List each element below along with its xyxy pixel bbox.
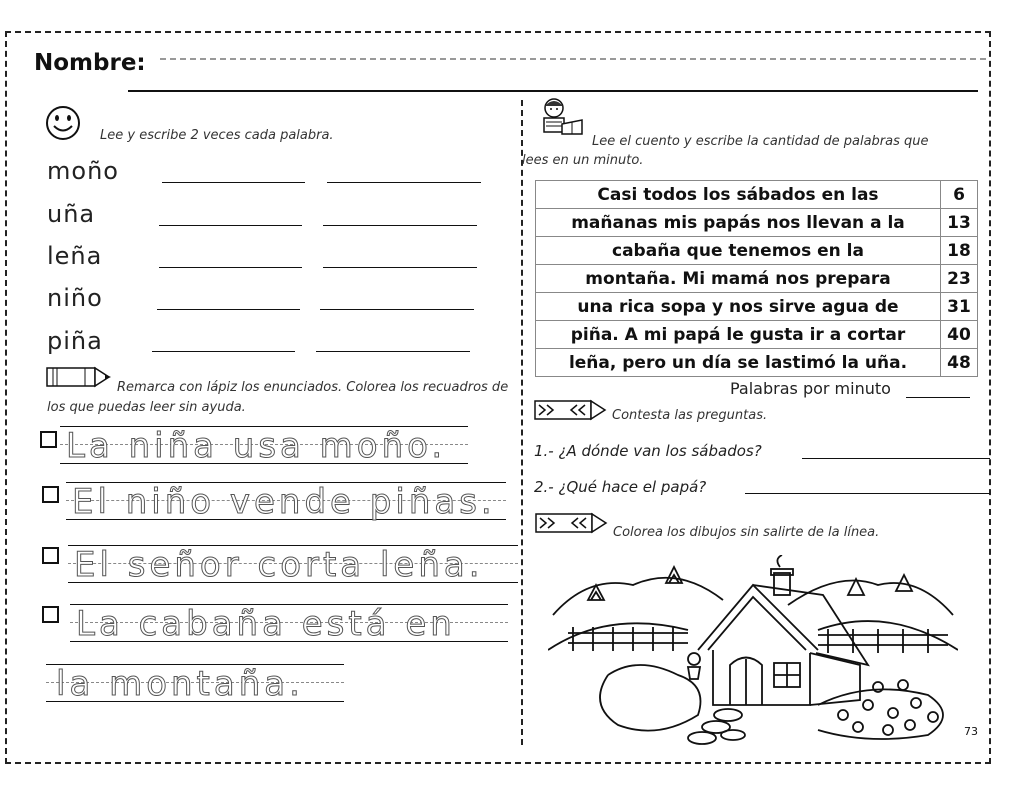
trace-sentence-row[interactable] (68, 545, 518, 583)
page-number: 73 (964, 725, 978, 738)
column-divider (521, 100, 523, 745)
instruction-read-story: Lee el cuento y escribe la cantidad de palabras que lees en un minuto. (522, 134, 929, 168)
trace-sentence-row[interactable] (60, 426, 468, 464)
story-row (536, 181, 978, 209)
story-row (536, 265, 978, 293)
word-count: 48 (941, 349, 978, 377)
instruction-trace: Remarca con lápiz los enunciados. Colorea los recuadros de los que puedas leer sin ayuda. (47, 380, 509, 415)
read-checkbox[interactable] (42, 547, 59, 564)
story-line: Casi todos los sábados en las (536, 181, 941, 209)
writing-line[interactable] (152, 351, 295, 352)
word-item: leña (47, 242, 103, 270)
instruction-color: Colorea los dibujos sin salirte de la línea. (613, 525, 880, 540)
trace-sentence-row[interactable] (46, 664, 344, 702)
story-row (536, 293, 978, 321)
read-checkbox[interactable] (42, 606, 59, 623)
word-item: piña (47, 327, 103, 355)
story-line: montaña. Mi mamá nos prepara (536, 265, 941, 293)
story-line: piña. A mi papá le gusta ir a cortar (536, 321, 941, 349)
words-per-minute-label: Palabras por minuto (730, 379, 891, 398)
word-count: 40 (941, 321, 978, 349)
writing-line[interactable] (159, 267, 302, 268)
trace-sentence-row[interactable] (70, 604, 508, 642)
story-line: una rica sopa y nos sirve agua de (536, 293, 941, 321)
story-row (536, 209, 978, 237)
story-table (535, 180, 978, 377)
word-count: 18 (941, 237, 978, 265)
instruction-write-words: Lee y escribe 2 veces cada palabra. (100, 128, 334, 143)
story-line: cabaña que tenemos en la (536, 237, 941, 265)
word-item: uña (47, 200, 96, 228)
read-checkbox[interactable] (42, 486, 59, 503)
trace-sentence-row[interactable] (66, 482, 506, 520)
name-label: Nombre: (34, 50, 146, 76)
trace-text: la montaña. (56, 664, 304, 704)
word-item: moño (47, 157, 119, 185)
question-2: 2.- ¿Qué hace el papá? (534, 478, 707, 496)
writing-line[interactable] (320, 309, 474, 310)
writing-line[interactable] (316, 351, 470, 352)
name-writing-line[interactable] (128, 90, 978, 92)
trace-text: La cabaña está en (76, 604, 456, 644)
name-guide-dashed (160, 58, 986, 60)
writing-line[interactable] (159, 225, 302, 226)
answer-2-line[interactable] (745, 493, 990, 494)
words-per-minute-input[interactable] (906, 397, 970, 398)
smiley-icon (44, 104, 82, 142)
writing-line[interactable] (327, 182, 481, 183)
question-1: 1.- ¿A dónde van los sábados? (534, 442, 762, 460)
trace-text: El señor corta leña. (74, 545, 484, 585)
crayon-icon (534, 510, 614, 536)
instruction-answer: Contesta las preguntas. (612, 408, 768, 423)
writing-line[interactable] (323, 225, 477, 226)
story-line: leña, pero un día se lastimó la uña. (536, 349, 941, 377)
writing-line[interactable] (157, 309, 300, 310)
answer-1-line[interactable] (802, 458, 990, 459)
story-line: mañanas mis papás nos llevan a la (536, 209, 941, 237)
crayon-icon (533, 397, 613, 423)
trace-text: El niño vende piñas. (72, 482, 496, 522)
word-count: 13 (941, 209, 978, 237)
cabin-coloring-picture (548, 555, 958, 745)
writing-line[interactable] (323, 267, 477, 268)
trace-text: La niña usa moño. (66, 426, 447, 466)
story-row (536, 349, 978, 377)
story-row (536, 321, 978, 349)
read-checkbox[interactable] (40, 431, 57, 448)
word-item: niño (47, 284, 103, 312)
writing-line[interactable] (162, 182, 305, 183)
word-count: 31 (941, 293, 978, 321)
word-count: 6 (941, 181, 978, 209)
word-count: 23 (941, 265, 978, 293)
story-row (536, 237, 978, 265)
